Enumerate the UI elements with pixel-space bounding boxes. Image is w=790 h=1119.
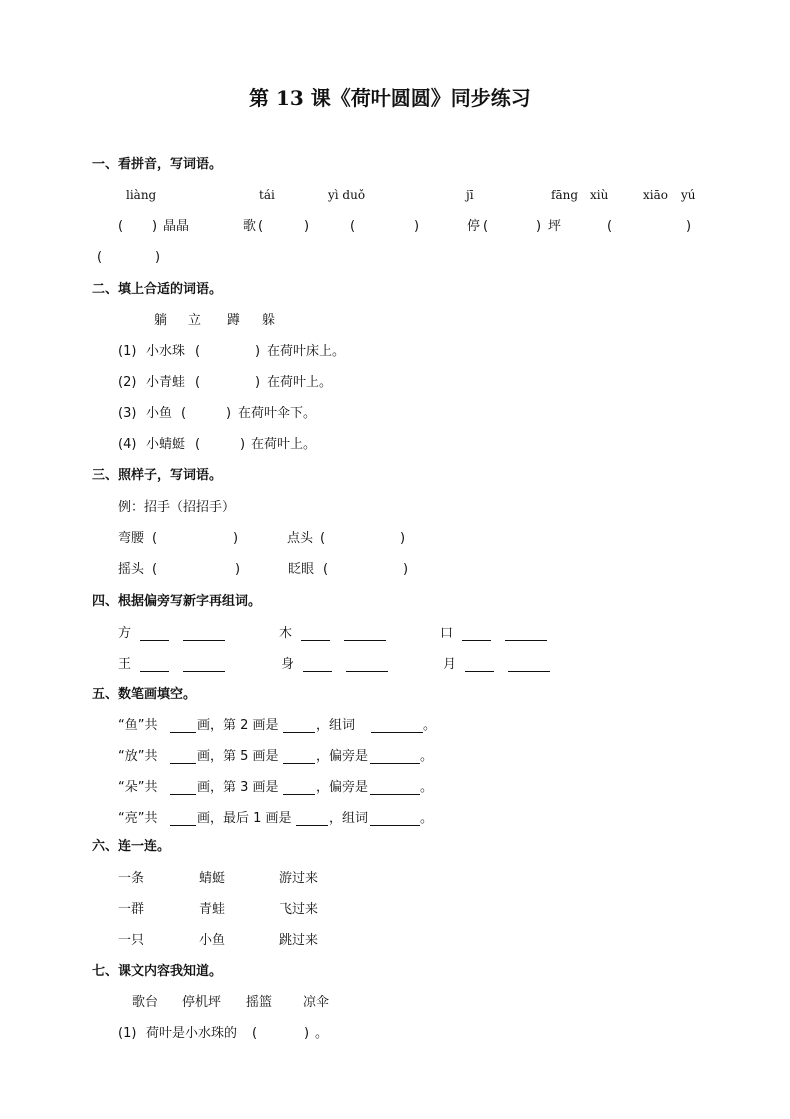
char-blank xyxy=(303,671,332,672)
radical: 木 xyxy=(279,626,293,641)
answer-blank xyxy=(371,732,423,733)
stroke-count-blank xyxy=(170,825,196,826)
word-blank xyxy=(508,671,550,672)
paren-open: ( xyxy=(152,531,158,546)
match-col2-item: 蜻蜓 xyxy=(199,871,226,886)
paren-close: ) xyxy=(255,344,261,359)
pinyin-liang: liàng xyxy=(126,188,157,202)
item-text: 小水珠 xyxy=(146,344,186,359)
paren-close: ) xyxy=(235,562,241,577)
paren-open: ( xyxy=(152,562,158,577)
item-text: 小蜻蜓 xyxy=(146,437,186,452)
stroke-blank xyxy=(296,825,328,826)
section-4-heading: 四、根据偏旁写新字再组词。 xyxy=(92,594,262,609)
paren-open: ( xyxy=(320,531,326,546)
paren-close: ) xyxy=(226,406,232,421)
word-prefix-ting: 停 xyxy=(467,219,481,234)
stroke-char: “放”共 xyxy=(118,749,158,764)
paren-close: ) xyxy=(152,219,158,234)
section-1-heading: 一、看拼音，写词语。 xyxy=(92,157,223,172)
pinyin-tai: tái xyxy=(259,188,275,202)
example-text: 例：招手（招招手） xyxy=(118,500,236,515)
radical: 月 xyxy=(443,657,457,672)
radical: 口 xyxy=(440,626,454,641)
section-3-heading: 三、照样子，写词语。 xyxy=(92,468,223,483)
stroke-text: ，组词 xyxy=(329,811,369,826)
paren-close: ) xyxy=(536,219,542,234)
char-blank xyxy=(462,640,491,641)
page-title: 第 13 课《荷叶圆圆》同步练习 xyxy=(249,86,531,110)
char-blank xyxy=(140,640,169,641)
paren-close: ) xyxy=(255,375,261,390)
stroke-text: ，偏旁是 xyxy=(316,780,369,795)
word-option: 躺 xyxy=(154,313,168,328)
word-item: 弯腰 xyxy=(118,531,145,546)
stroke-blank xyxy=(283,732,315,733)
paren-close: ) xyxy=(304,1026,310,1041)
pinyin-xiao: xiāo xyxy=(643,188,668,202)
item-number: (1) xyxy=(118,344,137,359)
paren-open: ( xyxy=(195,375,201,390)
pinyin-yi-duo: yì duǒ xyxy=(328,188,366,202)
stroke-stop: 。 xyxy=(423,718,437,733)
stroke-char: “朵”共 xyxy=(118,780,158,795)
section-6-heading: 六、连一连。 xyxy=(92,839,171,854)
word-option: 歌台 xyxy=(132,995,159,1010)
item-text: 荷叶是小水珠的 xyxy=(146,1026,238,1041)
stroke-text: 画，第 5 画是 xyxy=(197,749,279,764)
paren-close: ) xyxy=(233,531,239,546)
paren-open: ( xyxy=(195,344,201,359)
word-prefix-ge: 歌 xyxy=(243,219,257,234)
pinyin-fang: fāng xyxy=(551,188,579,202)
match-col1-item: 一群 xyxy=(118,902,145,917)
paren-close: ) xyxy=(686,219,692,234)
match-col3-item: 游过来 xyxy=(279,871,319,886)
paren-open: ( xyxy=(181,406,187,421)
stroke-text: 画，第 2 画是 xyxy=(197,718,279,733)
stroke-blank xyxy=(283,794,315,795)
item-text: 。 xyxy=(315,1026,329,1041)
stroke-count-blank xyxy=(170,732,196,733)
section-7-heading: 七、课文内容我知道。 xyxy=(92,964,223,979)
paren-close: ) xyxy=(400,531,406,546)
word-blank xyxy=(344,640,386,641)
match-col3-item: 跳过来 xyxy=(279,933,319,948)
word-blank xyxy=(505,640,547,641)
item-number: (3) xyxy=(118,406,137,421)
stroke-count-blank xyxy=(170,794,196,795)
stroke-blank xyxy=(283,763,315,764)
item-text: 小青蛙 xyxy=(146,375,186,390)
word-blank xyxy=(346,671,388,672)
item-text: 在荷叶上。 xyxy=(251,437,317,452)
stroke-char: “鱼”共 xyxy=(118,718,158,733)
stroke-count-blank xyxy=(170,763,196,764)
radical: 王 xyxy=(118,657,132,672)
word-option: 凉伞 xyxy=(303,995,330,1010)
paren-close: ) xyxy=(403,562,409,577)
word-suffix-ping: 坪 xyxy=(548,219,562,234)
word-option: 停机坪 xyxy=(182,995,222,1010)
word-option: 躲 xyxy=(262,313,276,328)
stroke-stop: 。 xyxy=(420,749,434,764)
word-option: 蹲 xyxy=(227,313,241,328)
item-number: (2) xyxy=(118,375,137,390)
item-number: (4) xyxy=(118,437,137,452)
word-suffix-jingjing: 晶晶 xyxy=(163,219,190,234)
paren-open: ( xyxy=(607,219,613,234)
stroke-text: 画，第 3 画是 xyxy=(197,780,279,795)
word-option: 摇篮 xyxy=(246,995,273,1010)
stroke-stop: 。 xyxy=(420,780,434,795)
paren-close: ) xyxy=(155,250,161,265)
item-text: 在荷叶伞下。 xyxy=(238,406,317,421)
word-option: 立 xyxy=(188,313,202,328)
match-col1-item: 一条 xyxy=(118,871,145,886)
paren-open: ( xyxy=(258,219,264,234)
answer-blank xyxy=(370,763,420,764)
radical: 方 xyxy=(118,626,132,641)
match-col2-item: 青蛙 xyxy=(199,902,226,917)
stroke-text: 画，最后 1 画是 xyxy=(197,811,292,826)
radical: 身 xyxy=(281,657,295,672)
paren-open: ( xyxy=(483,219,489,234)
paren-open: ( xyxy=(323,562,329,577)
word-blank xyxy=(183,671,225,672)
paren-close: ) xyxy=(414,219,420,234)
item-text: 在荷叶上。 xyxy=(267,375,333,390)
paren-close: ) xyxy=(304,219,310,234)
match-col3-item: 飞过来 xyxy=(279,902,319,917)
paren-open: ( xyxy=(118,219,124,234)
char-blank xyxy=(301,640,330,641)
pinyin-xiu: xiù xyxy=(590,188,609,202)
item-number: (1) xyxy=(118,1026,137,1041)
paren-open: ( xyxy=(252,1026,258,1041)
pinyin-ji: jī xyxy=(466,188,474,202)
section-2-heading: 二、填上合适的词语。 xyxy=(92,282,223,297)
paren-open: ( xyxy=(97,250,103,265)
answer-blank xyxy=(370,794,420,795)
match-col2-item: 小鱼 xyxy=(199,933,226,948)
stroke-text: ，组词 xyxy=(316,718,356,733)
paren-open: ( xyxy=(350,219,356,234)
pinyin-yu: yú xyxy=(681,188,696,202)
word-item: 点头 xyxy=(287,531,314,546)
item-text: 小鱼 xyxy=(146,406,173,421)
word-blank xyxy=(183,640,225,641)
word-item: 摇头 xyxy=(118,562,145,577)
char-blank xyxy=(140,671,169,672)
stroke-text: ，偏旁是 xyxy=(316,749,369,764)
paren-open: ( xyxy=(195,437,201,452)
stroke-char: “亮”共 xyxy=(118,811,158,826)
match-col1-item: 一只 xyxy=(118,933,145,948)
answer-blank xyxy=(370,825,420,826)
paren-close: ) xyxy=(240,437,246,452)
word-item: 眨眼 xyxy=(288,562,315,577)
stroke-stop: 。 xyxy=(420,811,434,826)
item-text: 在荷叶床上。 xyxy=(267,344,346,359)
section-5-heading: 五、数笔画填空。 xyxy=(92,687,197,702)
char-blank xyxy=(465,671,494,672)
